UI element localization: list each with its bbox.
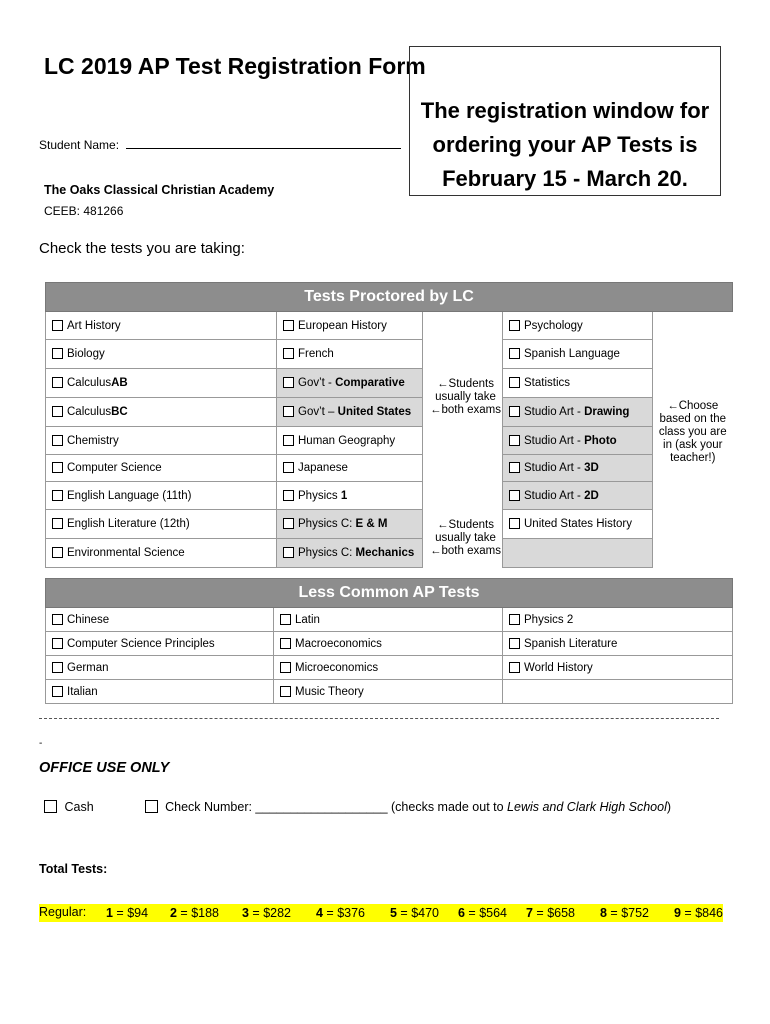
test-5-col3-checkbox[interactable]: [509, 462, 520, 473]
test-2-col2: [277, 369, 423, 398]
less-2-col1-checkbox[interactable]: [52, 662, 63, 673]
less-0-col1-label: Chinese: [67, 613, 110, 626]
table-row: [46, 369, 733, 398]
test-1-col3-label: Spanish Language: [524, 348, 620, 360]
test-1-col2-label: French: [298, 348, 334, 360]
test-1-col1-checkbox[interactable]: [52, 348, 63, 359]
test-1-col1: [46, 340, 277, 369]
price-item: [674, 906, 723, 920]
test-3-col1: [46, 398, 277, 427]
test-4-col1-checkbox[interactable]: [52, 435, 63, 446]
student-name-row: [39, 136, 401, 152]
less-3-col1: [46, 680, 274, 704]
price-amount: = $282: [248, 906, 292, 920]
less-0-col1-checkbox[interactable]: [52, 614, 63, 625]
less-1-col3-checkbox[interactable]: [509, 638, 520, 649]
less-3-col2-checkbox[interactable]: [280, 686, 291, 697]
test-6-col3-emphasis: 2D: [584, 489, 599, 502]
price-item: [106, 906, 148, 920]
price-amount: = $658: [532, 906, 576, 920]
price-count: 1: [106, 906, 113, 920]
table-row: [46, 680, 733, 704]
test-3-col2: [277, 398, 423, 427]
test-2-col1: [46, 369, 277, 398]
studio-art-note: ←Choose based on the class you are in (ask your teacher!): [658, 399, 727, 464]
less-3-col1-checkbox[interactable]: [52, 686, 63, 697]
test-2-col1-checkbox[interactable]: [52, 377, 63, 388]
test-0-col1-checkbox[interactable]: [52, 320, 63, 331]
table-row: [46, 455, 733, 482]
test-5-col1-checkbox[interactable]: [52, 462, 63, 473]
less-1-col2-checkbox[interactable]: [280, 638, 291, 649]
student-name-field[interactable]: [126, 136, 401, 149]
test-5-col3-emphasis: 3D: [584, 462, 599, 474]
cash-label: Cash: [64, 800, 94, 814]
test-2-col2-emphasis: Comparative: [335, 377, 405, 389]
test-7-col1-label: English Literature (12th): [67, 518, 190, 530]
less-3-col3: [503, 680, 733, 704]
test-3-col2-checkbox[interactable]: [283, 406, 294, 417]
notice-line-3: February 15 - March 20.: [442, 166, 688, 191]
test-6-col3-label: Studio Art -: [524, 489, 585, 502]
table-row: [46, 656, 733, 680]
less-0-col3-checkbox[interactable]: [509, 614, 520, 625]
less-0-col3-label: Physics 2: [524, 613, 574, 626]
note-spacer: [653, 510, 733, 539]
price-amount: = $188: [176, 906, 220, 920]
test-8-col1-label: Environmental Science: [67, 547, 185, 559]
cash-checkbox[interactable]: [44, 800, 57, 813]
less-common-table: [45, 578, 733, 704]
test-6-col2-label: Physics: [298, 489, 341, 502]
test-0-col2-checkbox[interactable]: [283, 320, 294, 331]
less-1-col2: [274, 632, 503, 656]
test-7-col3-label: United States History: [524, 518, 633, 530]
test-3-col3-emphasis: Drawing: [584, 406, 630, 418]
table-row: [46, 312, 733, 340]
less-2-col3-label: World History: [524, 661, 593, 674]
office-use-heading: OFFICE USE ONLY: [39, 760, 170, 776]
test-4-col3-checkbox[interactable]: [509, 435, 520, 446]
price-amount: = $752: [606, 906, 650, 920]
physics-note-l2: usually take: [435, 532, 496, 544]
test-4-col3-label: Studio Art -: [524, 434, 585, 447]
test-4-col3: [503, 427, 653, 455]
test-4-col3-emphasis: Photo: [584, 434, 617, 447]
ceeb-code: CEEB: 481266: [44, 204, 124, 218]
note-spacer: [423, 455, 503, 482]
total-tests-label: Total Tests:: [39, 862, 108, 876]
less-0-col3: [503, 608, 733, 632]
test-2-col2-label: Gov’t -: [298, 377, 336, 389]
test-5-col3-label: Studio Art -: [524, 462, 585, 474]
test-3-col3-checkbox[interactable]: [509, 406, 520, 417]
test-5-col1: [46, 455, 277, 482]
price-amount: = $564: [464, 906, 508, 920]
physics-note-l3: ←both exams: [430, 545, 501, 557]
price-item: [390, 906, 439, 920]
less-2-col2-label: Microeconomics: [295, 661, 379, 674]
test-8-col2-label: Physics C:: [298, 547, 356, 559]
test-7-col2: [277, 510, 423, 539]
gov-note: [423, 369, 503, 427]
student-name-label: Student Name:: [39, 138, 120, 152]
gov-note-l2: usually take: [435, 391, 496, 403]
test-4-col2-checkbox[interactable]: [283, 435, 294, 446]
price-item: [526, 906, 575, 920]
test-3-col3-label: Studio Art -: [524, 406, 585, 418]
test-2-col2-checkbox[interactable]: [283, 377, 294, 388]
proctored-header: Tests Proctored by LC: [46, 283, 733, 312]
check-tests-instruction: Check the tests you are taking:: [39, 240, 245, 257]
test-0-col2: [277, 312, 423, 340]
less-1-col1: [46, 632, 274, 656]
gov-note-l3: ←both exams: [430, 404, 501, 416]
price-amount: = $376: [322, 906, 366, 920]
test-6-col2-checkbox[interactable]: [283, 490, 294, 501]
test-6-col3: [503, 482, 653, 510]
table-row: [46, 510, 733, 539]
less-0-col2-checkbox[interactable]: [280, 614, 291, 625]
test-5-col2-checkbox[interactable]: [283, 462, 294, 473]
test-6-col3-checkbox[interactable]: [509, 490, 520, 501]
test-4-col1: [46, 427, 277, 455]
note-spacer: [653, 340, 733, 369]
note-spacer: [653, 312, 733, 340]
test-5-col2: [277, 455, 423, 482]
price-item: [458, 906, 507, 920]
test-8-col1: [46, 539, 277, 568]
test-0-col1-label: Art History: [67, 319, 121, 332]
gov-note-l1: ←Students: [437, 378, 494, 390]
price-bar: [39, 904, 723, 922]
note-spacer: [653, 539, 733, 568]
less-2-col3: [503, 656, 733, 680]
notice-line-2: ordering your AP Tests is: [432, 132, 698, 157]
price-amount: = $470: [396, 906, 440, 920]
table-row: [46, 482, 733, 510]
price-count: 5: [390, 906, 397, 920]
price-regular-label: Regular:: [39, 905, 87, 919]
test-3-col2-label: Gov’t –: [298, 406, 338, 418]
school-name: The Oaks Classical Christian Academy: [44, 183, 275, 197]
note-spacer: [423, 312, 503, 340]
test-5-col1-label: Computer Science: [67, 462, 162, 474]
check-checkbox[interactable]: [145, 800, 158, 813]
proctored-tests-table: [45, 282, 733, 568]
test-0-col1: [46, 312, 277, 340]
check-payee: Lewis and Clark High School: [507, 800, 667, 814]
price-count: 6: [458, 906, 465, 920]
note-spacer: [423, 340, 503, 369]
price-item: [600, 906, 649, 920]
note-spacer: [423, 427, 503, 455]
test-4-col1-label: Chemistry: [67, 434, 119, 447]
test-8-col2-checkbox[interactable]: [283, 547, 294, 558]
physics-note-l1: ←Students: [437, 519, 494, 531]
less-2-col3-checkbox[interactable]: [509, 662, 520, 673]
test-0-col3-label: Psychology: [524, 319, 583, 332]
test-4-col2: [277, 427, 423, 455]
price-count: 2: [170, 906, 177, 920]
price-item: [170, 906, 219, 920]
test-5-col2-label: Japanese: [298, 462, 348, 474]
less-1-col3: [503, 632, 733, 656]
price-amount: = $846: [680, 906, 724, 920]
test-1-col2-checkbox[interactable]: [283, 348, 294, 359]
table-row: [46, 398, 733, 427]
test-7-col2-emphasis: E & M: [355, 518, 388, 530]
test-1-col3-checkbox[interactable]: [509, 348, 520, 359]
test-7-col2-label: Physics C:: [298, 518, 356, 530]
page-title: LC 2019 AP Test Registration Form: [44, 53, 426, 79]
test-3-col1-label: Calculus: [67, 406, 112, 418]
notice-line-1: The registration window for: [420, 98, 710, 123]
test-6-col1-label: English Language (11th): [67, 489, 192, 502]
price-count: 3: [242, 906, 249, 920]
price-item: [242, 906, 291, 920]
less-common-header: Less Common AP Tests: [46, 579, 733, 608]
less-1-col1-label: Computer Science Principles: [67, 637, 215, 650]
less-2-col2-checkbox[interactable]: [280, 662, 291, 673]
test-7-col3-checkbox[interactable]: [509, 518, 520, 529]
test-2-col3-checkbox[interactable]: [509, 377, 520, 388]
test-8-col3: [503, 539, 653, 568]
price-count: 8: [600, 906, 607, 920]
divider-dashed: [39, 718, 719, 719]
check-note-post: ): [666, 800, 672, 814]
less-1-col1-checkbox[interactable]: [52, 638, 63, 649]
test-2-col1-emphasis: AB: [111, 377, 128, 389]
test-6-col2-emphasis: 1: [340, 489, 348, 502]
less-3-col1-label: Italian: [67, 685, 98, 698]
test-3-col1-emphasis: BC: [111, 406, 128, 418]
test-1-col2: [277, 340, 423, 369]
test-2-col1-label: Calculus: [67, 377, 112, 389]
payment-row: [44, 800, 671, 814]
test-1-col3: [503, 340, 653, 369]
test-6-col1: [46, 482, 277, 510]
test-0-col2-label: European History: [298, 319, 387, 332]
price-count: 4: [316, 906, 323, 920]
table-row: [46, 340, 733, 369]
test-1-col1-label: Biology: [67, 348, 105, 360]
test-4-col2-label: Human Geography: [298, 434, 396, 447]
test-8-col2: [277, 539, 423, 568]
test-2-col3: [503, 369, 653, 398]
less-1-col2-label: Macroeconomics: [295, 637, 382, 650]
test-7-col2-checkbox[interactable]: [283, 518, 294, 529]
physics-note: [423, 510, 503, 568]
test-7-col1: [46, 510, 277, 539]
test-3-col3: [503, 398, 653, 427]
less-3-col2-label: Music Theory: [295, 685, 364, 698]
less-2-col1-label: German: [67, 661, 109, 674]
less-2-col2: [274, 656, 503, 680]
table-row: [46, 427, 733, 455]
test-0-col3: [503, 312, 653, 340]
test-8-col2-emphasis: Mechanics: [355, 547, 415, 559]
less-1-col3-label: Spanish Literature: [524, 637, 618, 650]
price-count: 9: [674, 906, 681, 920]
test-8-col1-checkbox[interactable]: [52, 547, 63, 558]
less-2-col1: [46, 656, 274, 680]
divider-dash-tail: -: [39, 738, 43, 749]
price-amount: = $94: [112, 906, 149, 920]
table-row: [46, 608, 733, 632]
test-2-col3-label: Statistics: [524, 377, 571, 389]
table-row: [46, 632, 733, 656]
less-0-col1: [46, 608, 274, 632]
test-6-col1-checkbox[interactable]: [52, 490, 63, 501]
less-0-col2-label: Latin: [295, 613, 320, 626]
test-6-col2: [277, 482, 423, 510]
less-0-col2: [274, 608, 503, 632]
check-number-label: Check Number: ___________________: [165, 800, 388, 814]
registration-window-notice: [409, 46, 721, 196]
test-5-col3: [503, 455, 653, 482]
test-7-col1-checkbox[interactable]: [52, 518, 63, 529]
less-3-col2: [274, 680, 503, 704]
test-3-col2-emphasis: United States: [337, 406, 412, 418]
test-7-col3: [503, 510, 653, 539]
note-spacer: [653, 369, 733, 398]
check-note-pre: (checks made out to: [391, 800, 508, 814]
test-3-col1-checkbox[interactable]: [52, 406, 63, 417]
note-spacer: [423, 482, 503, 510]
table-row: [46, 539, 733, 568]
test-0-col3-checkbox[interactable]: [509, 320, 520, 331]
price-count: 7: [526, 906, 533, 920]
price-item: [316, 906, 365, 920]
